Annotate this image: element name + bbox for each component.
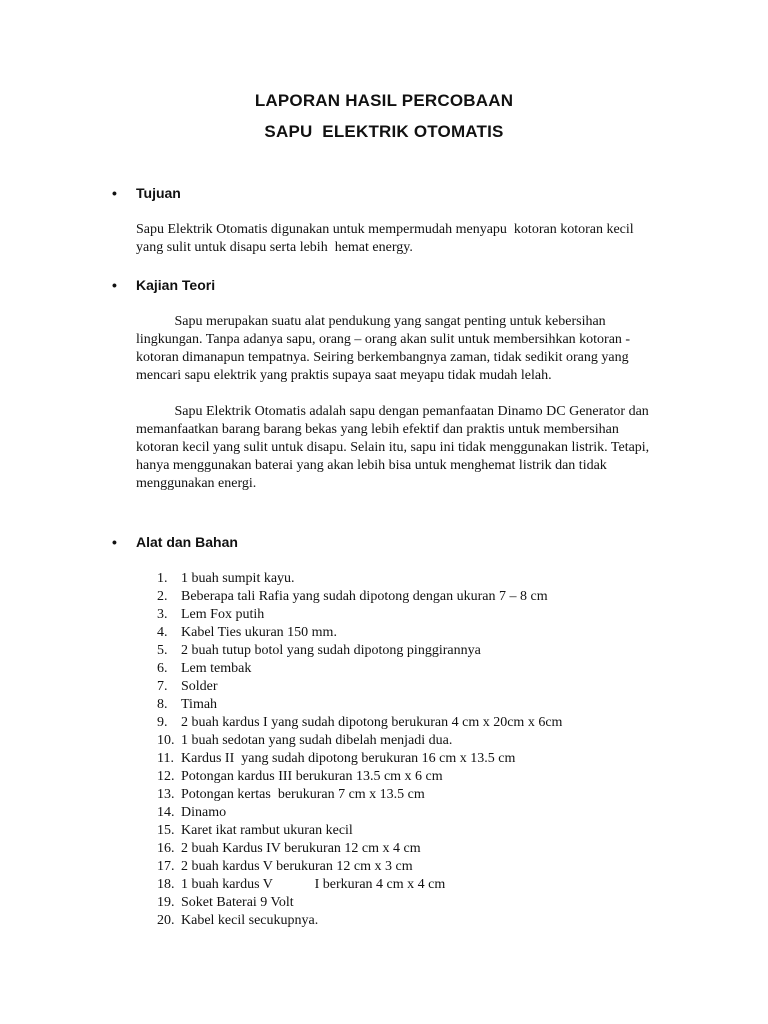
list-item <box>157 858 562 876</box>
list-item <box>157 714 562 732</box>
list-item-text: 2 buah Kardus IV berukuran 12 cm x 4 cm <box>181 841 421 856</box>
list-item-text: 2 buah kardus I yang sudah dipotong berukuran 4 cm x 20cm x 6cm <box>181 715 563 730</box>
list-item-text: Solder <box>181 679 218 694</box>
list-item <box>157 876 562 894</box>
list-item-number: 17. <box>157 859 175 874</box>
document-title-line-1: LAPORAN HASIL PERCOBAAN <box>254 91 514 110</box>
list-item-number: 10. <box>157 733 175 748</box>
list-item <box>157 606 562 624</box>
list-item-text: Kabel kecil secukupnya. <box>181 913 319 928</box>
list-item <box>157 570 562 588</box>
list-item-text: Potongan kardus III berukuran 13.5 cm x 6 cm <box>181 769 443 784</box>
list-item-text: Beberapa tali Rafia yang sudah dipotong dengan ukuran 7 – 8 cm <box>181 589 548 604</box>
bullet-icon: • <box>112 185 117 201</box>
paragraph-line: kotoran dimanapun tempatnya. Seiring berkembangnya zaman, tidak sedikit orang yang <box>136 350 629 365</box>
list-item <box>157 912 562 930</box>
list-item-number: 19. <box>157 895 175 910</box>
list-item-number: 5. <box>157 643 168 658</box>
list-item-text: Kabel Ties ukuran 150 mm. <box>181 625 337 640</box>
list-item <box>157 822 562 840</box>
paragraph-line: yang sulit untuk disapu serta lebih hemat energy. <box>136 240 413 255</box>
kajian-paragraph-2 <box>136 403 676 493</box>
paragraph-line: Sapu Elektrik Otomatis adalah sapu dengan pemanfaatan Dinamo DC Generator dan <box>136 404 649 419</box>
section-heading-label: Kajian Teori <box>136 277 216 293</box>
list-item <box>157 642 562 660</box>
bullet-icon: • <box>112 534 117 550</box>
list-item-number: 16. <box>157 841 175 856</box>
list-item-text: 2 buah tutup botol yang sudah dipotong pinggirannya <box>181 643 481 658</box>
list-item <box>157 750 562 768</box>
list-item-text: Lem tembak <box>181 661 252 676</box>
tujuan-paragraph <box>136 221 676 257</box>
list-item-number: 2. <box>157 589 168 604</box>
list-item <box>157 732 562 750</box>
section-heading-label: Tujuan <box>136 185 181 201</box>
list-item-text: Dinamo <box>181 805 227 820</box>
list-item-text: Timah <box>181 697 218 712</box>
list-item-number: 20. <box>157 913 175 928</box>
list-item-text: Karet ikat rambut ukuran kecil <box>181 823 353 838</box>
list-item-number: 13. <box>157 787 175 802</box>
list-item-text: 1 buah sumpit kayu. <box>181 571 295 586</box>
list-item <box>157 624 562 642</box>
list-item-number: 9. <box>157 715 168 730</box>
list-item-number: 15. <box>157 823 175 838</box>
list-item <box>157 696 562 714</box>
list-item-number: 3. <box>157 607 168 622</box>
list-item <box>157 768 562 786</box>
list-item <box>157 588 562 606</box>
list-item-text: Lem Fox putih <box>181 607 265 622</box>
list-item <box>157 786 562 804</box>
list-item-text: Soket Baterai 9 Volt <box>181 895 294 910</box>
list-item-number: 14. <box>157 805 175 820</box>
materials-list <box>157 570 562 930</box>
list-item-text: Kardus II yang sudah dipotong berukuran 16 cm x 13.5 cm <box>181 751 516 766</box>
paragraph-line: mencari sapu elektrik yang praktis supaya saat meyapu tidak mudah lelah. <box>136 368 552 383</box>
bullet-icon: • <box>112 277 117 293</box>
section-heading-tujuan <box>112 185 181 201</box>
list-item-text: 2 buah kardus V berukuran 12 cm x 3 cm <box>181 859 413 874</box>
paragraph-line: hanya menggunakan baterai yang akan lebih bisa untuk menghemat listrik dan tidak <box>136 458 607 473</box>
list-item-number: 4. <box>157 625 168 640</box>
list-item-number: 12. <box>157 769 175 784</box>
list-item-number: 6. <box>157 661 168 676</box>
list-item <box>157 678 562 696</box>
list-item <box>157 660 562 678</box>
list-item <box>157 804 562 822</box>
paragraph-line: kotoran kecil yang sulit untuk disapu. Selain itu, sapu ini tidak menggunakan listrik. Tetapi, <box>136 440 650 455</box>
list-item-number: 7. <box>157 679 168 694</box>
paragraph-line: menggunakan energi. <box>136 476 257 491</box>
list-item-number: 11. <box>157 751 174 766</box>
list-item <box>157 894 562 912</box>
section-heading-kajian-teori <box>112 277 215 293</box>
paragraph-line: Sapu merupakan suatu alat pendukung yang sangat penting untuk kebersihan <box>136 314 606 329</box>
list-item-number: 1. <box>157 571 168 586</box>
list-item <box>157 840 562 858</box>
paragraph-line: memanfaatkan barang barang bekas yang lebih efektif dan praktis untuk membersihan <box>136 422 619 437</box>
paragraph-line: lingkungan. Tanpa adanya sapu, orang – orang akan sulit untuk membersihkan kotoran - <box>136 332 631 347</box>
list-item-number: 8. <box>157 697 168 712</box>
document-title-line-2: SAPU ELEKTRIK OTOMATIS <box>264 122 504 141</box>
paragraph-line: Sapu Elektrik Otomatis digunakan untuk mempermudah menyapu kotoran kotoran kecil <box>136 222 634 237</box>
kajian-paragraph-1 <box>136 313 676 385</box>
section-heading-alat-dan-bahan <box>112 534 238 550</box>
list-item-number: 18. <box>157 877 175 892</box>
list-item-text: Potongan kertas berukuran 7 cm x 13.5 cm <box>181 787 425 802</box>
list-item-text: 1 buah sedotan yang sudah dibelah menjadi dua. <box>181 733 453 748</box>
section-heading-label: Alat dan Bahan <box>136 534 238 550</box>
list-item-text: 1 buah kardus V I berkuran 4 cm x 4 cm <box>181 877 446 892</box>
